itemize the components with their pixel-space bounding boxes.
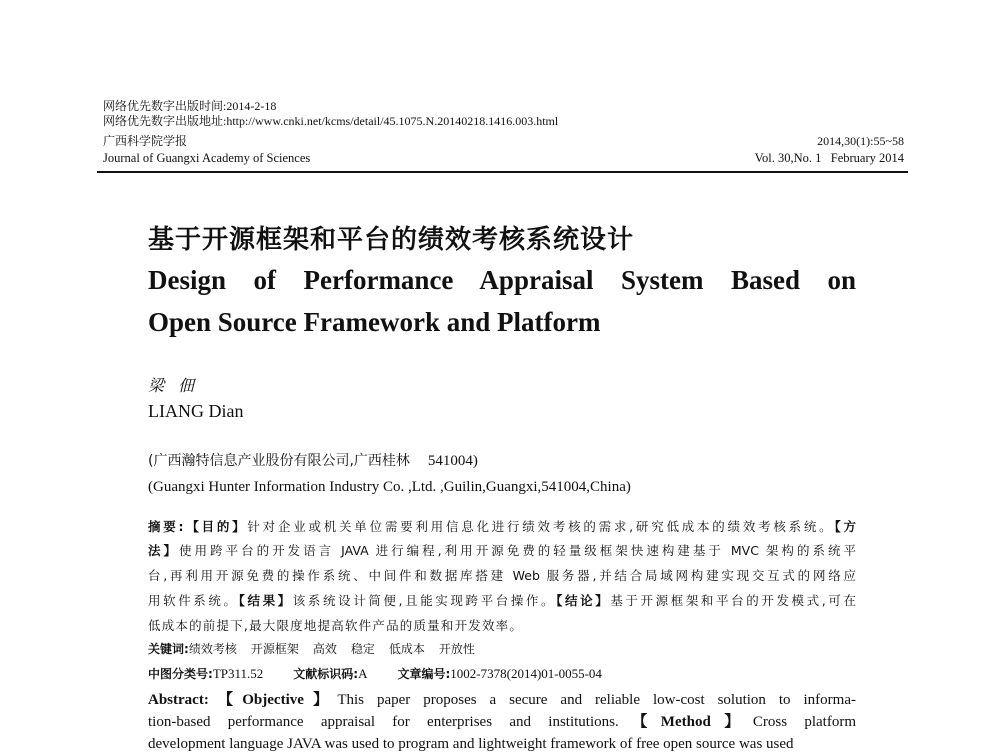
abstract-cn-line-4 [148, 593, 856, 609]
abstract-cn-line-2 [148, 543, 856, 559]
keyword: 低成本 [388, 642, 425, 656]
keywords-label: 关键词: [148, 642, 189, 656]
author-name-en: LIANG Dian [148, 401, 244, 421]
objective-tag-en: 【Objective】 [208, 692, 338, 708]
objective-tag-cn: 【目的】 [183, 519, 248, 534]
affiliation-cn-text: (广西瀚特信息产业股份有限公司,广西桂林 [148, 453, 410, 469]
conclusion-tag-cn: 【结论】 [556, 593, 611, 608]
abstract-en-text: tion-based performance appraisal for enterprises and institutions. [148, 714, 619, 730]
keyword: 开源框架 [250, 642, 299, 656]
clc-label: 中图分类号: [148, 667, 213, 681]
title-en-line1: Design of Performance Appraisal System Based on [148, 265, 856, 295]
title-en-line2: Open Source Framework and Platform [148, 307, 601, 337]
abstract-en-line-2 [148, 713, 856, 731]
abstract-en-text: This paper proposes a secure and reliable low-cost solution to informa- [337, 692, 856, 708]
online-publish-url: 网络优先数字出版地址:http://www.cnki.net/kcms/detail/45.1075.N.20140218.1416.003.html [103, 114, 559, 128]
classification-line [148, 666, 602, 682]
article-no-value: 1002-7378(2014)01-0055-04 [450, 666, 602, 681]
citation-pages: 2014,30(1):55~58 [817, 134, 904, 148]
header-rule [97, 171, 908, 173]
journal-name-en: Journal of Guangxi Academy of Sciences [103, 151, 311, 165]
abstract-en-label: Abstract: [148, 692, 209, 708]
abstract-en-line-3-clipped [148, 735, 856, 752]
method-tag-cn-end: 法】 [148, 543, 180, 558]
abstract-en-text: development language JAVA was used to program and lightweight framework of free open source was used [148, 736, 794, 752]
abstract-cn-text: 基于开源框架和平台的开发模式,可在 [610, 593, 856, 608]
volume-issue-date: Vol. 30,No. 1 February 2014 [754, 151, 904, 165]
journal-name-cn: 广西科学院学报 [103, 134, 188, 148]
abstract-cn-label: 摘要: [148, 519, 184, 534]
abstract-cn-text: 使用跨平台的开发语言 JAVA 进行编程,利用开源免费的轻量级框架快速构建基于 MVC 架构的系统平 [179, 543, 856, 558]
keyword: 稳定 [350, 642, 375, 656]
online-publish-date: 网络优先数字出版时间:2014-2-18 [103, 99, 277, 113]
keyword: 高效 [312, 642, 337, 656]
keyword: 开放性 [438, 642, 475, 656]
method-tag-cn-start: 【方 [834, 519, 856, 534]
title-cn: 基于开源框架和平台的绩效考核系统设计 [148, 225, 635, 255]
clc-value: TP311.52 [212, 666, 264, 681]
abstract-cn-text: 用软件系统。 [148, 593, 239, 608]
abstract-cn-text: 该系统设计简便,且能实现跨平台操作。 [292, 593, 557, 608]
abstract-cn-text: 针对企业或机关单位需要利用信息化进行绩效考核的需求,研究低成本的绩效考核系统。 [247, 519, 835, 534]
abstract-en-line-1 [148, 691, 856, 709]
keywords-line [148, 641, 489, 657]
method-tag-en: 【Method】 [618, 714, 753, 730]
abstract-cn-line-1 [148, 519, 856, 535]
keyword: 绩效考核 [188, 642, 237, 656]
article-no-label: 文章编号: [397, 667, 451, 681]
affiliation-en: (Guangxi Hunter Information Industry Co. ,Ltd. ,Guilin,Guangxi,541004,China) [148, 479, 631, 495]
doc-code-value: A [358, 666, 368, 681]
affiliation-cn [148, 452, 478, 470]
result-tag-cn: 【结果】 [238, 593, 293, 608]
doc-code-label: 文献标识码: [293, 667, 359, 681]
abstract-cn-line-5: 低成本的前提下,最大限度地提高软件产品的质量和开发效率。 [148, 618, 524, 633]
abstract-en-text: Cross platform [752, 714, 857, 730]
author-name-cn: 梁佃 [148, 376, 209, 395]
abstract-cn-line-3: 台,再利用开源免费的操作系统、中间件和数据库搭建 Web 服务器,并结合局域网构建实现交互式的网络应 [148, 568, 856, 583]
affiliation-cn-postcode: 541004) [427, 453, 478, 469]
